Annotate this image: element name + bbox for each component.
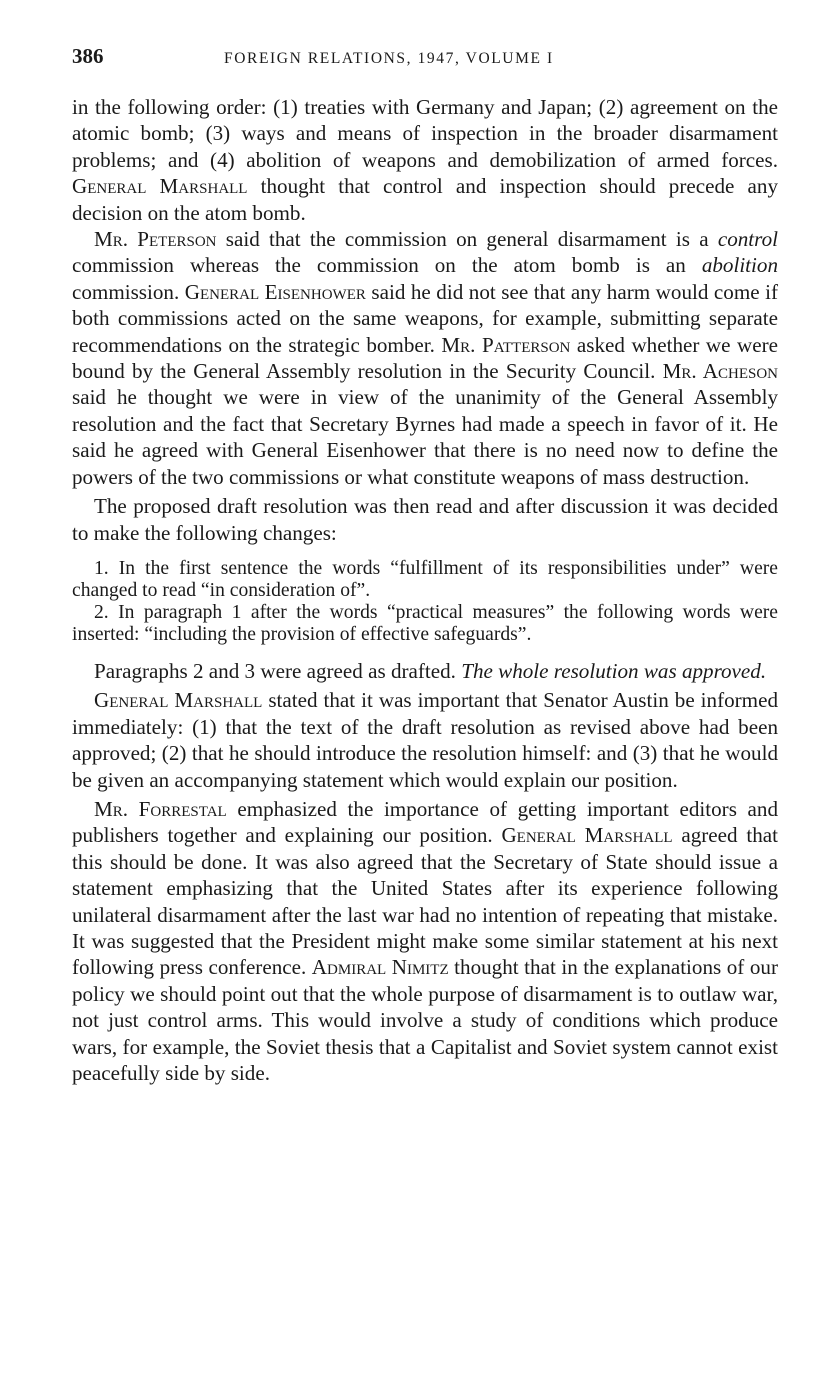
emphasis: control xyxy=(717,227,778,252)
document-page xyxy=(72,44,778,1086)
speaker-name: Admiral Nimitz xyxy=(311,955,449,980)
speaker-name: Mr. Peterson xyxy=(94,227,217,252)
running-head-title: FOREIGN RELATIONS, 1947, VOLUME I xyxy=(224,50,554,67)
page-number: 386 xyxy=(72,44,104,68)
speaker-name: General Marshall xyxy=(501,823,673,848)
speaker-name: General Marshall xyxy=(94,688,263,713)
emphasis: The whole resolution was approved. xyxy=(461,658,767,683)
speaker-name: General Eisenhower xyxy=(184,279,366,304)
paragraph-2: Mr. Peterson said that the commission on general disarmament is a control commission whereas the commission on the atom bomb is an abolition commission. General Eisenhower said he did not see that any harm would come if both commissions acted on the same weapons, for example, submitting separate recommendations on the strategic bomber. Mr. Patterson asked whether we were bound by the General Assembly resolution in the Security Council. Mr. Acheson said he thought we were in view of the unanimity of the General Assembly resolution and the fact that Secretary Byrnes had made a speech in favor of it. He said he agreed with General Eisenhower that there is no need now to define the powers of the two commissions or what constitute weapons of mass destruction. xyxy=(72,227,779,489)
paragraph-5: General Marshall stated that it was important that Senator Austin be informed immediately: (1) that the text of the draft resolution as revised above had been approved; (2) that he should introduce the resolution himself: and (3) that he would be given an accompanying statement which would explain our position. xyxy=(72,688,778,792)
emphasis: abolition xyxy=(701,253,778,278)
speaker-name: Mr. Forrestal xyxy=(94,796,227,821)
speaker-name: Mr. Patterson xyxy=(441,332,571,357)
paragraph-1: in the following order: (1) treaties with Germany and Japan; (2) agreement on the atomic bomb; (3) ways and means of inspection in the broader disarmament problems; and (4) abolition of weapons and demobilization of armed forces. General Marshall thought that control and inspection should precede any decision on the atom bomb. xyxy=(72,95,778,225)
body-text xyxy=(72,94,778,1086)
paragraph-6: Mr. Forrestal emphasized the importance of getting important editors and publishers together and explaining our position. General Marshall agreed that this should be done. It was also agreed that the Secretary of State should issue a statement emphasizing that the United States after its experience following unilateral disarmament after the last war had no intention of repeating that mistake. It was suggested that the President might make some similar statement at his next following press conference. Admiral Nimitz thought that in the explanations of our policy we should point out that the whole purpose of disarmament is to outlaw war, not just control arms. This would involve a study of conditions which produce wars, for example, the Soviet thesis that a Capitalist and Soviet system cannot exist peacefully side by side. xyxy=(72,796,779,1085)
list-item: 1. In the first sentence the words “fulfillment of its responsibilities under” were changed to read “in consideration of”. xyxy=(72,557,778,601)
numbered-list xyxy=(72,558,778,646)
paragraph-3: The proposed draft resolution was then read and after discussion it was decided to make the following changes: xyxy=(72,494,778,545)
paragraph-4: Paragraphs 2 and 3 were agreed as drafted. The whole resolution was approved. xyxy=(94,658,767,683)
speaker-name: Mr. Acheson xyxy=(662,359,778,384)
running-head xyxy=(72,44,778,80)
speaker-name: General Marshall xyxy=(72,174,248,199)
list-item: 2. In paragraph 1 after the words “practical measures” the following words were inserted: “including the provision of effective safeguards”. xyxy=(72,601,778,645)
